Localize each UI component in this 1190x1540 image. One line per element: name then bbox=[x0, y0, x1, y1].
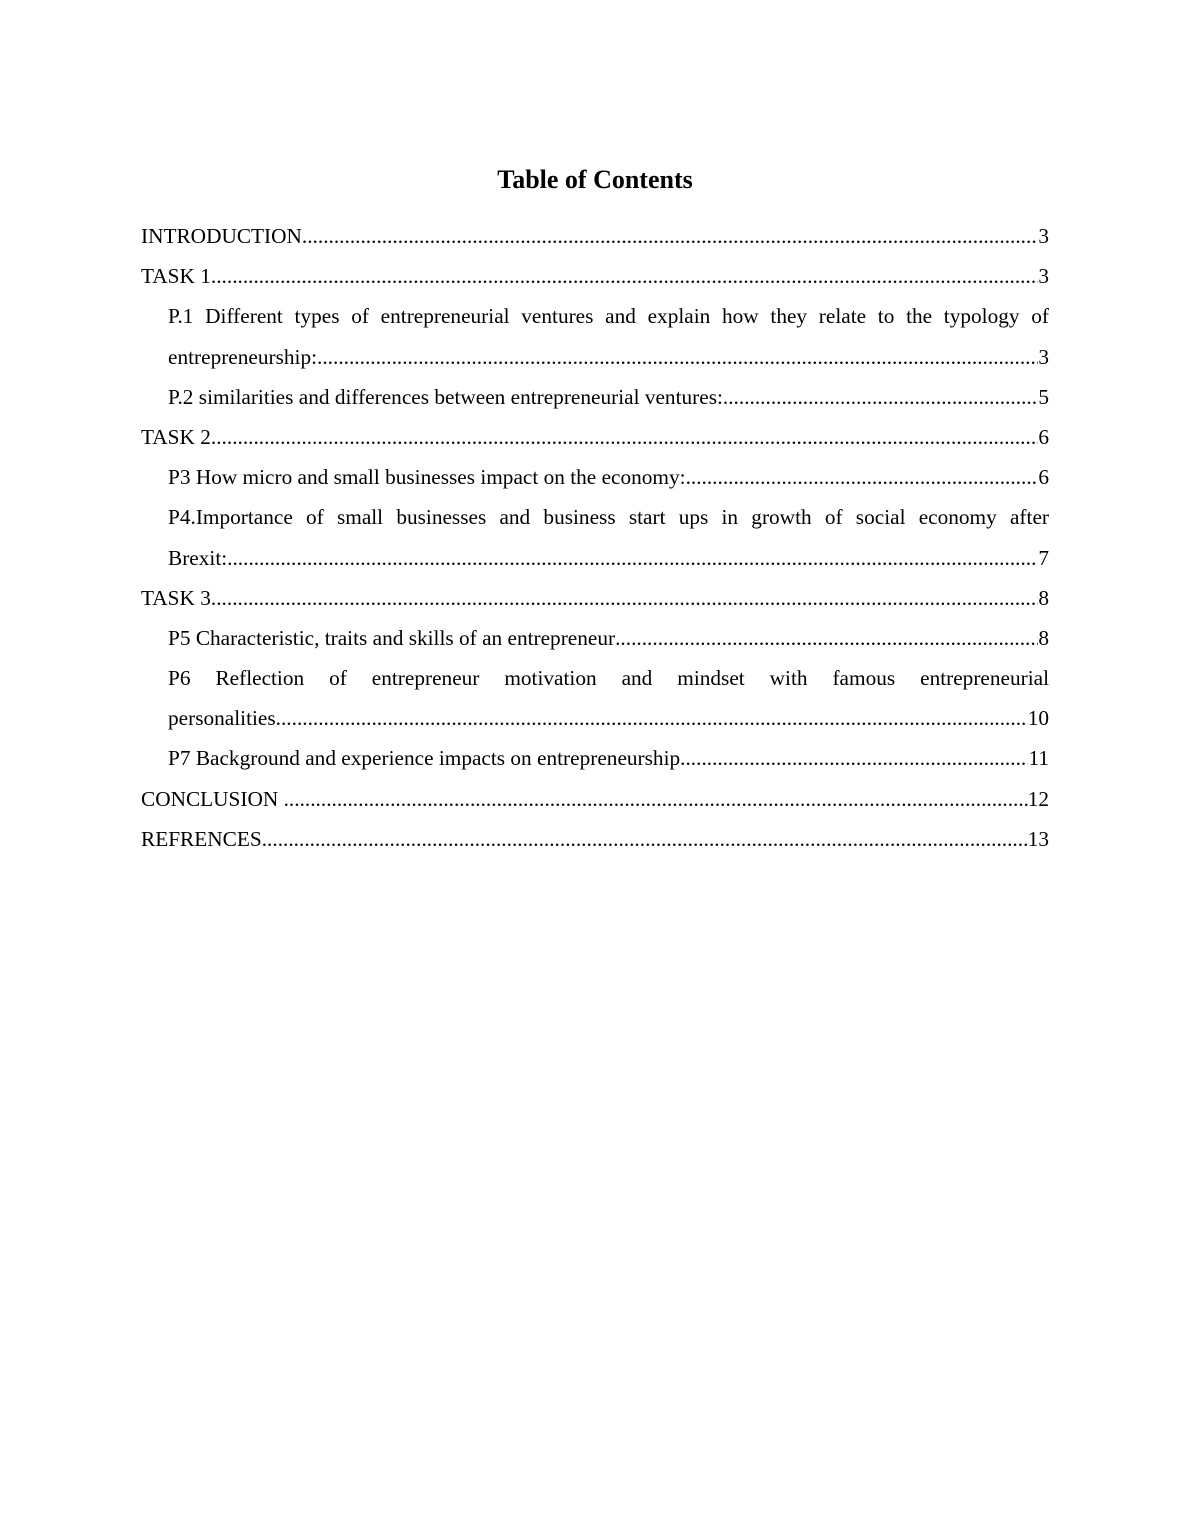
toc-leader-dots bbox=[317, 337, 1038, 377]
toc-page-number: 10 bbox=[1027, 706, 1049, 731]
toc-page-number: 13 bbox=[1027, 826, 1049, 851]
toc-leader-dots bbox=[211, 256, 1038, 296]
toc-entry-introduction[interactable] bbox=[141, 216, 1049, 256]
toc-leader-dots bbox=[615, 618, 1038, 658]
toc-leader-dots bbox=[284, 779, 1028, 819]
toc-entry-task-3[interactable] bbox=[141, 578, 1049, 618]
toc-entry-label: REFRENCES bbox=[141, 826, 262, 851]
toc-entry-label: INTRODUCTION bbox=[141, 224, 302, 248]
toc-entry-label-line-1: P.1 Different types of entrepreneurial ventures and explain how they relate to the typology of bbox=[168, 304, 1049, 329]
toc-leader-dots bbox=[211, 578, 1038, 618]
toc-page-number: 12 bbox=[1027, 786, 1049, 811]
toc-entry-label-line-2: personalities bbox=[168, 706, 276, 731]
toc-leader-dots bbox=[276, 698, 1028, 738]
toc-leader-dots bbox=[723, 377, 1038, 417]
toc-page-number: 5 bbox=[1038, 384, 1049, 409]
page-title: Table of Contents bbox=[497, 165, 693, 194]
toc-entry-p7[interactable] bbox=[141, 738, 1049, 778]
toc-entry-conclusion[interactable] bbox=[141, 779, 1049, 819]
toc-entry-p4[interactable] bbox=[141, 497, 1049, 577]
toc-leader-dots bbox=[227, 538, 1038, 578]
toc-entry-label: P7 Background and experience impacts on entrepreneurship bbox=[168, 746, 681, 771]
toc-entry-label: P5 Characteristic, traits and skills of an entrepreneur bbox=[168, 625, 616, 650]
toc-page-number: 8 bbox=[1038, 585, 1049, 610]
toc-leader-dots bbox=[211, 417, 1038, 457]
toc-entry-label-line-1: P4.Importance of small businesses and business start ups in growth of social economy after bbox=[168, 505, 1049, 530]
toc-entry-task-1[interactable] bbox=[141, 256, 1049, 296]
toc-leader-dots bbox=[680, 738, 1028, 778]
toc-entry-task-2[interactable] bbox=[141, 417, 1049, 457]
table-of-contents bbox=[141, 216, 1049, 859]
toc-leader-dots bbox=[262, 819, 1028, 859]
toc-entry-p5[interactable] bbox=[141, 618, 1049, 658]
toc-entry-label: P.2 similarities and differences between entrepreneurial ventures: bbox=[168, 384, 723, 409]
toc-page-number: 7 bbox=[1038, 545, 1049, 570]
toc-page-number: 3 bbox=[1038, 264, 1049, 289]
toc-entry-p3[interactable] bbox=[141, 457, 1049, 497]
toc-entry-label: TASK 2 bbox=[141, 424, 211, 449]
toc-page-number: 11 bbox=[1028, 746, 1049, 771]
toc-entry-p2[interactable] bbox=[141, 377, 1049, 417]
toc-entry-references[interactable] bbox=[141, 819, 1049, 859]
toc-entry-label: TASK 3 bbox=[141, 585, 211, 610]
toc-leader-dots bbox=[302, 216, 1038, 256]
toc-page-number: 6 bbox=[1038, 465, 1049, 490]
toc-entry-label: CONCLUSION bbox=[141, 786, 284, 811]
toc-entry-label: P3 How micro and small businesses impact on the economy: bbox=[168, 465, 686, 490]
toc-entry-label-line-2: entrepreneurship: bbox=[168, 344, 318, 369]
toc-page-number: 8 bbox=[1038, 625, 1049, 650]
toc-entry-p6[interactable] bbox=[141, 658, 1049, 738]
toc-entry-p1[interactable] bbox=[141, 296, 1049, 376]
toc-entry-label-line-1: P6 Reflection of entrepreneur motivation and mindset with famous entrepreneurial bbox=[168, 666, 1049, 691]
toc-entry-label-line-2: Brexit: bbox=[168, 545, 228, 570]
toc-page-number: 3 bbox=[1038, 344, 1049, 369]
toc-entry-label: TASK 1 bbox=[141, 264, 211, 289]
toc-page-number: 6 bbox=[1038, 424, 1049, 449]
toc-leader-dots bbox=[686, 457, 1039, 497]
toc-page-number: 3 bbox=[1038, 224, 1049, 248]
